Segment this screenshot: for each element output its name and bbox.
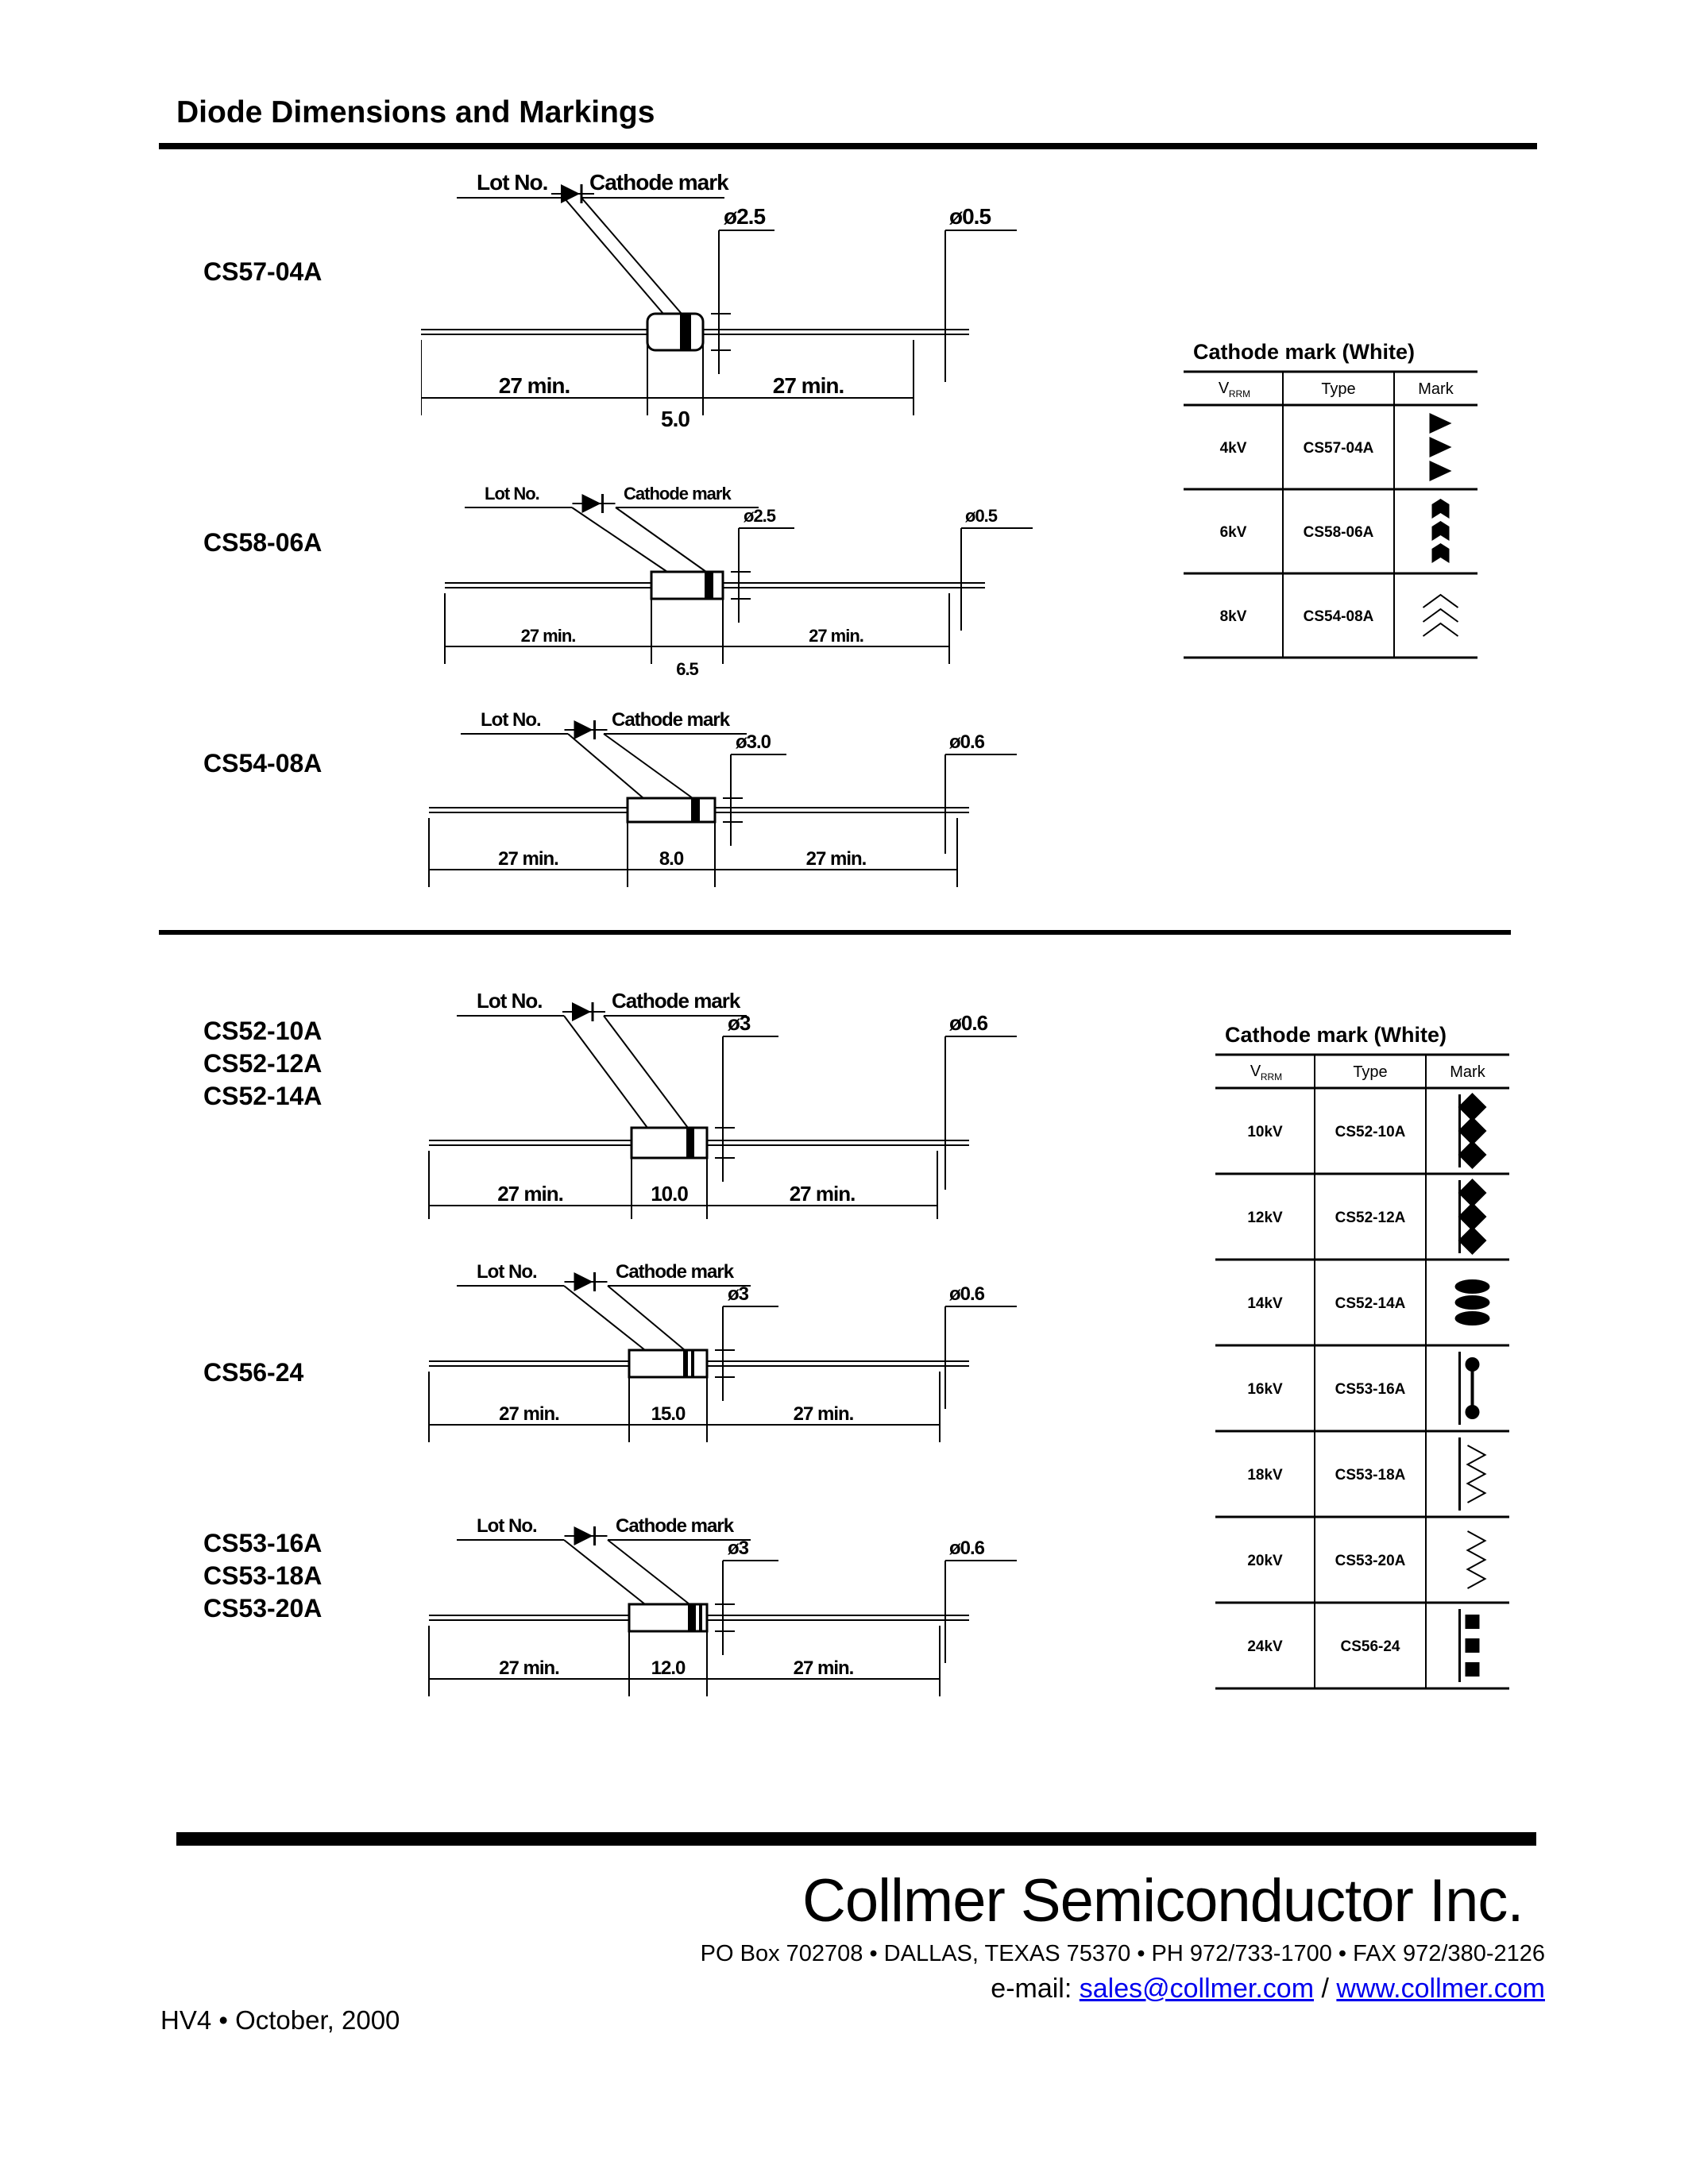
cathode-mark-label: Cathode mark: [612, 709, 730, 731]
lot-no-label: Lot No.: [477, 1261, 537, 1283]
cell-vrrm: 6kV: [1219, 524, 1247, 541]
bottom-rule: [176, 1832, 1536, 1846]
diode-svg: [421, 981, 1056, 1219]
diamonds-3-icon: [1458, 1093, 1487, 1169]
leader-line: [572, 507, 667, 572]
chevron-outline: [1423, 609, 1458, 622]
part-label: CS56-24: [203, 1358, 304, 1387]
section-divider: [159, 930, 1511, 935]
leader-line: [604, 1016, 688, 1128]
chevrons-outline-icon: [1423, 595, 1458, 636]
zigzag-short-icon: [1468, 1531, 1485, 1588]
part-label: CS53-20A: [203, 1594, 323, 1623]
chevron-shape: [1432, 543, 1450, 563]
company-name: Collmer Semiconductor Inc.: [802, 1867, 1524, 1935]
table-row: [1184, 595, 1477, 658]
body-diameter-label: ø2.5: [724, 204, 766, 229]
chevron-shape: [1432, 499, 1450, 519]
cathode-mark-label: Cathode mark: [589, 170, 728, 195]
website-link[interactable]: www.collmer.com: [1336, 1974, 1545, 2004]
cathode-band: [699, 1604, 702, 1631]
cell-vrrm: 20kV: [1247, 1553, 1283, 1569]
part-label-group: [203, 1356, 303, 1389]
cathode-band: [683, 1350, 688, 1377]
cathode-band: [688, 1604, 696, 1631]
body-diameter-label: ø3.0: [736, 731, 771, 753]
diode-svg: [421, 1251, 1056, 1465]
lead-diameter-label: ø0.6: [949, 731, 985, 753]
body-diameter-label: ø3: [728, 1538, 749, 1559]
chevron-shape: [1432, 521, 1450, 541]
table-row: [1215, 1179, 1509, 1260]
leader-line: [608, 1540, 689, 1604]
lot-no-label: Lot No.: [477, 170, 548, 195]
triangles-icon: [1430, 413, 1452, 481]
ellipses-icon: [1455, 1279, 1490, 1325]
cell-type: CS53-18A: [1335, 1467, 1406, 1484]
diode-drawing: [421, 1505, 1056, 1719]
diode-symbol-triangle: [574, 1526, 593, 1545]
table-title: Cathode mark (White): [1193, 340, 1416, 364]
cathode-band: [686, 1128, 694, 1158]
triangle-shape: [1430, 437, 1452, 457]
header-vrrm-sub: RRM: [1260, 1071, 1283, 1082]
body-diameter-label: ø3: [728, 1011, 751, 1035]
square-shape: [1466, 1662, 1480, 1677]
cathode-mark-label: Cathode mark: [612, 989, 740, 1013]
cell-vrrm: 10kV: [1247, 1124, 1283, 1140]
cell-vrrm: 24kV: [1247, 1638, 1283, 1655]
cathode-band: [691, 1350, 694, 1377]
squares-icon: [1460, 1609, 1480, 1682]
page-title: Diode Dimensions and Markings: [176, 95, 655, 129]
cell-type: CS52-14A: [1335, 1295, 1406, 1312]
header-type: Type: [1353, 1063, 1388, 1081]
diode-drawing: [421, 1251, 1056, 1465]
lead-diameter-label: ø0.6: [949, 1538, 985, 1559]
lot-no-label: Lot No.: [477, 989, 543, 1013]
table-svg: [1215, 1017, 1509, 1692]
diode-drawing: [421, 163, 1056, 457]
body-diameter-label: ø3: [728, 1283, 749, 1305]
cell-vrrm: 14kV: [1247, 1295, 1283, 1312]
header-vrrm-sub: RRM: [1228, 388, 1251, 399]
lead-length-label: 27 min.: [498, 848, 558, 870]
leader-line: [564, 198, 663, 314]
table-row: [1215, 1437, 1509, 1517]
cell-vrrm: 16kV: [1247, 1381, 1283, 1398]
lead-length-label: 27 min.: [809, 626, 863, 646]
diode-symbol-triangle: [574, 720, 593, 739]
body-length-label: 8.0: [659, 848, 684, 870]
triangle-shape: [1430, 461, 1452, 481]
body-length-label: 10.0: [651, 1182, 688, 1206]
part-label: CS52-12A: [203, 1049, 323, 1078]
lead-length-label: 27 min.: [805, 848, 867, 870]
square-shape: [1466, 1615, 1480, 1629]
leader-line: [564, 1016, 647, 1128]
ellipse-shape: [1455, 1295, 1490, 1310]
diode-symbol-triangle: [574, 1272, 593, 1291]
ellipse-shape: [1455, 1311, 1490, 1325]
diode-symbol-triangle: [561, 184, 580, 203]
diode-body: [647, 314, 703, 350]
table-svg: [1184, 334, 1477, 661]
part-label-group: [203, 256, 322, 288]
leader-line: [608, 1286, 685, 1350]
part-label: CS53-16A: [203, 1529, 323, 1557]
lead-length-label: 27 min.: [498, 373, 570, 398]
cell-type: CS57-04A: [1303, 440, 1374, 457]
diamond-shape: [1458, 1140, 1487, 1169]
part-label: CS54-08A: [203, 749, 323, 778]
lead-diameter-label: ø0.6: [949, 1011, 988, 1035]
diode-symbol-icon: [565, 1272, 608, 1291]
part-label: CS53-18A: [203, 1561, 323, 1590]
diode-drawing: [421, 981, 1056, 1219]
cathode-band: [705, 572, 713, 599]
diamond-shape: [1458, 1226, 1487, 1255]
diode-symbol-icon: [565, 1526, 608, 1545]
lead-length-label: 27 min.: [499, 1403, 559, 1425]
table-row: [1215, 1352, 1509, 1431]
diode-drawing: [437, 473, 1072, 687]
leader-line: [568, 734, 643, 798]
email-prefix: e-mail:: [991, 1974, 1072, 2004]
triangle-shape: [1430, 413, 1452, 434]
lead-length-label: 27 min.: [772, 373, 844, 398]
diode-svg: [421, 699, 1056, 913]
email-link[interactable]: sales@collmer.com: [1079, 1974, 1315, 2004]
body-length-label: 12.0: [651, 1657, 686, 1679]
contact-line: [991, 1974, 1545, 2005]
header-vrrm: V: [1250, 1063, 1261, 1080]
diode-symbol-icon: [562, 1002, 605, 1021]
chevron-outline: [1423, 623, 1458, 636]
cathode-mark-label: Cathode mark: [616, 1261, 734, 1283]
cathode-mark-table: [1215, 1017, 1509, 1692]
dot-shape: [1466, 1405, 1480, 1419]
chevrons-filled-icon: [1432, 499, 1450, 563]
lot-no-label: Lot No.: [485, 484, 539, 504]
lead-diameter-label: ø0.5: [965, 506, 998, 526]
cathode-band: [680, 314, 691, 350]
diode-drawing: [421, 699, 1056, 913]
body-length-label: 6.5: [676, 659, 698, 679]
diamonds-3-icon: [1458, 1179, 1487, 1255]
cell-vrrm: 12kV: [1247, 1210, 1283, 1226]
table-row: [1215, 1531, 1509, 1603]
cell-type: CS58-06A: [1303, 524, 1374, 541]
diode-symbol-icon: [551, 184, 594, 203]
part-label-group: [203, 1527, 322, 1625]
header-type: Type: [1321, 380, 1356, 398]
body-length-label: 15.0: [651, 1403, 686, 1425]
lot-no-label: Lot No.: [481, 709, 541, 731]
ellipse-shape: [1455, 1279, 1490, 1294]
lead-diameter-label: ø0.6: [949, 1283, 985, 1305]
table-row: [1215, 1609, 1509, 1688]
header-mark: Mark: [1418, 380, 1454, 398]
lead-length-label: 27 min.: [789, 1182, 856, 1206]
zigzag-icon: [1460, 1437, 1485, 1511]
cathode-mark-label: Cathode mark: [624, 484, 731, 504]
cell-type: CS53-16A: [1335, 1381, 1406, 1398]
cell-type: CS53-20A: [1335, 1553, 1406, 1569]
lead-length-label: 27 min.: [793, 1403, 854, 1425]
cell-type: CS56-24: [1340, 1638, 1400, 1655]
diode-symbol-triangle: [572, 1002, 591, 1021]
table-row: [1184, 499, 1477, 573]
document-footer: HV4 • October, 2000: [160, 2005, 400, 2035]
cell-type: CS52-12A: [1335, 1210, 1406, 1226]
leader-line: [616, 507, 706, 572]
leader-line: [564, 1540, 645, 1604]
lead-length-label: 27 min.: [497, 1182, 563, 1206]
diode-body: [629, 1350, 707, 1377]
dots-on-line-icon: [1460, 1352, 1480, 1425]
lead-length-label: 27 min.: [793, 1657, 854, 1679]
diode-body: [628, 798, 715, 822]
body-diameter-label: ø2.5: [744, 506, 776, 526]
top-rule: [159, 143, 1537, 149]
table-title: Cathode mark (White): [1225, 1023, 1447, 1047]
lead-length-label: 27 min.: [520, 626, 576, 646]
lot-no-label: Lot No.: [477, 1515, 537, 1537]
part-label: CS52-10A: [203, 1017, 323, 1045]
cathode-mark-label: Cathode mark: [616, 1515, 734, 1537]
part-label: CS58-06A: [203, 528, 323, 557]
part-label: CS52-14A: [203, 1082, 323, 1110]
link-separator: /: [1321, 1974, 1329, 2004]
chevron-outline: [1423, 595, 1458, 608]
part-label-group: [203, 1015, 322, 1113]
part-label-group: [203, 747, 322, 780]
leader-line: [581, 198, 682, 314]
cell-vrrm: 4kV: [1219, 440, 1247, 457]
lead-diameter-label: ø0.5: [949, 204, 991, 229]
table-row: [1215, 1093, 1509, 1174]
cell-vrrm: 8kV: [1219, 608, 1247, 625]
body-length-label: 5.0: [661, 407, 689, 431]
square-shape: [1466, 1638, 1480, 1653]
cell-type: CS54-08A: [1303, 608, 1374, 625]
diode-svg: [421, 163, 1056, 457]
header-vrrm: V: [1218, 380, 1230, 397]
leader-line: [604, 734, 693, 798]
lead-length-label: 27 min.: [499, 1657, 559, 1679]
diode-symbol-icon: [573, 494, 616, 513]
cathode-band: [691, 798, 700, 822]
part-label-group: [203, 527, 322, 559]
header-mark: Mark: [1450, 1063, 1485, 1081]
cell-type: CS52-10A: [1335, 1124, 1406, 1140]
table-row: [1184, 413, 1477, 489]
diode-svg: [437, 473, 1072, 687]
diode-body: [632, 1128, 707, 1158]
cell-vrrm: 18kV: [1247, 1467, 1283, 1484]
leader-line: [564, 1286, 645, 1350]
dot-shape: [1466, 1357, 1480, 1372]
diode-symbol-triangle: [582, 494, 601, 513]
table-row: [1215, 1279, 1509, 1345]
cathode-mark-table: [1184, 334, 1477, 661]
part-label: CS57-04A: [203, 257, 323, 286]
zigzag-shape: [1468, 1445, 1485, 1503]
company-address: PO Box 702708 • DALLAS, TEXAS 75370 • PH 972/733-1700 • FAX 972/380-2126: [700, 1941, 1545, 1966]
diode-svg: [421, 1505, 1056, 1719]
zigzag-shape: [1468, 1531, 1485, 1588]
